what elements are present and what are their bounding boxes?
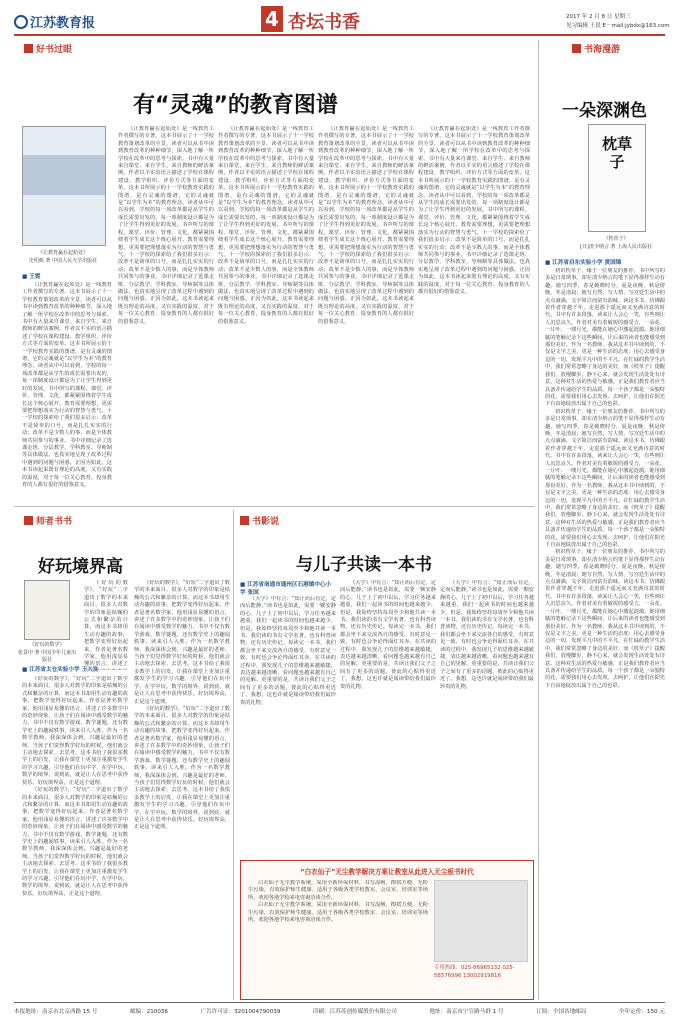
article4-headline: 与儿子共读一本书 xyxy=(296,555,432,575)
article1-col-4: 《让教育赢在起始处》是一线教育工作者撰写的专著。这本书展示了十一学校教育策划改革的全景，读者可以从书中读到教育改革的种种细节，深入地了解一所学校在改革中的思考与探索。书中有大量来自课堂、来自学生、来自教师的鲜活案例，作者以平实的语言描述了学校在课程建设、教学组织、评价方式等方面的变革。这本书所展示的十一学校教育实践的图谱，是有灵魂的图谱，它的灵魂就是“以学生为本”的教育理念。读者从中可以看到，学校的每一项改革都是从学生的成长需要出发的，每一项制度设计都是为了让学生得到更好的发展。书中所写的课程、课堂、评价、管理、文化，都紧紧围绕着学生成长这个核心展开。教育需要理想，更需要把理想落实为行动的智慧与勇气。十一学校的探索给了我们很多启示：改革不是简单的口号，而是扎扎实实的行动；改革不是少数人的事，而是全体教师共同参与的事业。书中详细记录了选课走班、分层教学、学科教室、导师制等具体做法，也真实地呈现了改革过程中遇到的问题与困惑。正因为如此，这本书读起来既有理论的高度，又有实践的温度，对于每一位关心教育、投身教育的人都有很好的借鉴意义。 xyxy=(318,126,414,325)
article2-book-cover-title: 枕草子 xyxy=(601,135,632,171)
ad-contact: 专用热线：025-86965132 025-58576996 13002919816 xyxy=(434,965,515,979)
book-icon xyxy=(24,516,33,525)
ad-title: “白衣仙子”无尘教学解决方案让教室从此进入无尘板书时代 xyxy=(300,868,474,876)
article1-author: ■ 王霓 xyxy=(22,274,41,280)
issue-date: 2017 年 2 月 8 日 星期三 xyxy=(566,14,631,20)
article4-col-1: 《大学》中有言：“知止而后有定，定而后能静。”读书也是如此，需要一颗安静的心。儿子上了初中以后，学习任务越来越重，我们一起读书的时间也越来越少。但是，我始终坚持每周至少和他共读一本书。我们读的书有文学名著，也有科普读物，还有历史传记。每读完一本书，我们都会坐下来交流各自的感受，有时意见一致，有时也会争论得面红耳赤。在共读的过程中，我发现儿子的思维越来越敏捷，表达越来越清晰，看问题也越来越有自己的见解。更重要的是，共读让我们父子之间有了更多的话题，彼此的心贴得更近了。我想，这也许就是阅读带给我们最珍贵的礼物。 xyxy=(240,596,336,706)
article1-book-cover xyxy=(22,126,106,246)
book-icon xyxy=(24,44,33,53)
article1-headline: 有“灵魂”的教育图谱 xyxy=(133,93,338,118)
article1-col-3: 《让教育赢在起始处》是一线教育工作者撰写的专著。这本书展示了十一学校教育策划改革的全景，读者可以从书中读到教育改革的种种细节，深入地了解一所学校在改革中的思考与探索。书中有大量来自课堂、来自学生、来自教师的鲜活案例，作者以平实的语言描述了学校在课程建设、教学组织、评价方式等方面的变革。这本书所展示的十一学校教育实践的图谱，是有灵魂的图谱，它的灵魂就是“以学生为本”的教育理念。读者从中可以看到，学校的每一项改革都是从学生的成长需要出发的，每一项制度设计都是为了让学生得到更好的发展。书中所写的课程、课堂、评价、管理、文化，都紧紧围绕着学生成长这个核心展开。教育需要理想，更需要把理想落实为行动的智慧与勇气。十一学校的探索给了我们很多启示：改革不是简单的口号，而是扎扎实实的行动；改革不是少数人的事，而是全体教师共同参与的事业。书中详细记录了选课走班、分层教学、学科教室、导师制等具体做法，也真实地呈现了改革过程中遇到的问题与困惑。正因为如此，这本书读起来既有理论的高度，又有实践的温度，对于每一位关心教育、投身教育的人都有很好的借鉴意义。 xyxy=(218,126,314,325)
book-icon xyxy=(572,44,581,53)
article2-book-cover xyxy=(588,124,646,232)
article1-col-5: 《让教育赢在起始处》是一线教育工作者撰写的专著。这本书展示了十一学校教育策划改革的全景，读者可以从书中读到教育改革的种种细节，深入地了解一所学校在改革中的思考与探索。书中有大量来自课堂、来自学生、来自教师的鲜活案例，作者以平实的语言描述了学校在课程建设、教学组织、评价方式等方面的变革。这本书所展示的十一学校教育实践的图谱，是有灵魂的图谱，它的灵魂就是“以学生为本”的教育理念。读者从中可以看到，学校的每一项改革都是从学生的成长需要出发的，每一项制度设计都是为了让学生得到更好的发展。书中所写的课程、课堂、评价、管理、文化，都紧紧围绕着学生成长这个核心展开。教育需要理想，更需要把理想落实为行动的智慧与勇气。十一学校的探索给了我们很多启示：改革不是简单的口号，而是扎扎实实的行动；改革不是少数人的事，而是全体教师共同参与的事业。书中详细记录了选课走班、分层教学、学科教室、导师制等具体做法，也真实地呈现了改革过程中遇到的问题与困惑。正因为如此，这本书读起来既有理论的高度，又有实践的温度，对于每一位关心教育、投身教育的人都有很好的借鉴意义。 xyxy=(418,126,530,295)
footer-license: 广告许可证：3201004790039 xyxy=(200,1009,281,1015)
footer-address: 本报地址：南京市北京西路 15 号 xyxy=(14,1009,98,1015)
article3-col-3: 《好玩的数学》，“好玩”二字道出了数学的本来面目。很多人对数学的印象是枯燥的公式和繁杂的计算，而这本书却用生动有趣的故事，把数学变得好玩起来。作者是著名数学家，他用浅显易懂的语言，讲述了许多数学中的奇妙现象，让孩子们在阅读中感受数学的魅力。书中不仅有数学游戏、数学谜题，还有数学史上的趣闻轶事，读来引人入胜。作为一名数学教师，我深深体会到，兴趣是最好的老师。当孩子们觉得数学好玩的时候，他们就会主动地去探索、去思考。这本书给了我很多教学上的启发，让我在课堂上更加注重激发学生的学习兴趣，引导他们在玩中学、在学中玩。数学的境界，说到底，就是让人在思考中获得快乐。好玩境界高，正是这个道理。 《好玩的数学》，“好玩”二字道出了数学的本来面目。很多人对数学的印象是枯燥的公式和繁杂的计算，而这本书却用生动有趣的故事，把数学变得好玩起来。作者是著名数学家，他用浅显易懂的语言，讲述了许多数学中的奇妙现象，让孩子们在阅读中感受数学的魅力。书中不仅有数学游戏、数学谜题，还有数学史上的趣闻轶事，读来引人入胜。作为一名数学教师，我深深体会到，兴趣是最好的老师。当孩子们觉得数学好玩的时候，他们就会主动地去探索、去思考。这本书给了我很多教学上的启发，让我在课堂上更加注重激发学生的学习兴趣，引导他们在玩中学、在学中玩。数学的境界，说到底，就是让人在思考中获得快乐。好玩境界高，正是这个道理。 xyxy=(134,580,230,831)
section-tag-s3: 师者书书 xyxy=(24,514,72,527)
article3-col-1: 《好玩的数学》，“好玩”二字道出了数学的本来面目。很多人对数学的印象是枯燥的公式和繁杂的计算，而这本书却用生动有趣的故事，把数学变得好玩起来。作者是著名数学家，他用浅显易懂的语言，讲述了许多数学中的奇妙现象，让孩子们在阅读中感受数学的魅力。书中不仅有数学游戏、数学谜题，还有数学史上的趣闻轶事，读来引人入胜。作为一名数学教师，我深深体会到，兴趣是最好的老师。当孩子们觉得数学好玩的时候，他们就会主动地去探索、去思考。这本书给了我很多教学上的启发，让我在课堂上更加注重激发学生的学习兴趣，引导他们在玩中学、在学中玩。数学的境界，说到底，就是让人在思考中获得快乐。好玩境界高，正是这个道理。 《好玩的数学》，“好玩”二字道出了数学的本来面目。很多人对数学的印象是枯燥的公式和繁杂的计算，而这本书却用生动有趣的故事，把数学变得好玩起来。作者是著名数学家，他用浅显易懂的语言，讲述了许多数学中的奇妙现象，让孩子们在阅读中感受数学的魅力。书中不仅有数学游戏、数学谜题，还有数学史上的趣闻轶事，读来引人入胜。作为一名数学教师，我深深体会到，兴趣是最好的老师。当孩子们觉得数学好玩的时候，他们就会主动地去探索、去思考。这本书给了我很多教学上的启发，让我在课堂上更加注重激发学生的学习兴趣，引导他们在玩中学、在学中玩。数学的境界，说到底，就是让人在思考中获得快乐。好玩境界高，正是这个道理。 xyxy=(22,676,128,897)
article1-book-meta: 史绍典 著 中国人民大学出版社 xyxy=(28,258,98,264)
masthead-rule xyxy=(14,34,665,36)
section-title: 杏坛书香 xyxy=(288,12,360,33)
article1-col-1: 《让教育赢在起始处》是一线教育工作者撰写的专著。这本书展示了十一学校教育策划改革的全景，读者可以从书中读到教育改革的种种细节，深入地了解一所学校在改革中的思考与探索。书中有大量来自课堂、来自学生、来自教师的鲜活案例，作者以平实的语言描述了学校在课程建设、教学组织、评价方式等方面的变革。这本书所展示的十一学校教育实践的图谱，是有灵魂的图谱，它的灵魂就是“以学生为本”的教育理念。读者从中可以看到，学校的每一项改革都是从学生的成长需要出发的，每一项制度设计都是为了让学生得到更好的发展。书中所写的课程、课堂、评价、管理、文化，都紧紧围绕着学生成长这个核心展开。教育需要理想，更需要把理想落实为行动的智慧与勇气。十一学校的探索给了我们很多启示：改革不是简单的口号，而是扎扎实实的行动；改革不是少数人的事，而是全体教师共同参与的事业。书中详细记录了选课走班、分层教学、学科教室、导师制等具体做法，也真实地呈现了改革过程中遇到的问题与困惑。正因为如此，这本书读起来既有理论的高度，又有实践的温度，对于每一位关心教育、投身教育的人都有很好的借鉴意义。 xyxy=(22,282,112,488)
section-tag-s1: 好书过眼 xyxy=(24,42,72,55)
footer-price: 全年定价：150 元 xyxy=(618,1009,665,1015)
footer xyxy=(14,1007,665,1015)
section-tag-s2: 书海漫游 xyxy=(572,42,620,55)
ad-body: 白衣仙子无尘教学系统，采用全新环保材料，书写流畅，擦拭方便，无粉尘污染，有效保护师生健康。适用于各级各类学校教室、会议室、培训室等场所。欢迎各地学校来电咨询洽谈合作。 白衣仙子无尘教学系统，采用全新环保材料，书写流畅，擦拭方便，无粉尘污染，有效保护师生健康。适用于各级各类学校教室、会议室、培训室等场所。欢迎各地学校来电咨询洽谈合作。 xyxy=(248,880,428,924)
article1-book-caption: 《让教育赢在起始处》 xyxy=(37,250,88,256)
page-number-badge: 4 xyxy=(261,6,283,32)
divider-h1 xyxy=(14,506,534,507)
section-tag-s4: 书影说 xyxy=(240,514,279,527)
book-icon xyxy=(240,516,249,525)
article3-book-caption: 《好玩的数学》 xyxy=(29,642,65,648)
article3-book-meta: 张景中 著 中国少年儿童出版社 xyxy=(17,650,77,663)
footer-printer-address: 地址：南京市宁宣路马群 1 号 xyxy=(429,1009,504,1015)
article2-author: ■ 江苏省启东实验小学 黄国锦 xyxy=(545,260,622,266)
article2-col-1: 初识枕草子，缘于一位朋友的推荐。书中所写的多是日常琐事，却在清少纳言的笔下显得那样生动有趣。她写四季，春是破晓时分，夏是夜晚，秋是傍晚，冬是清晨；她写自然，写人情，写宫廷生活中的点点滴滴，文字简洁而富有韵味。读这本书，仿佛跟着作者穿越千年，走进那个遥远而又充满诗意的时代。书中有许多段落，读来让人会心一笑，有些则让人沉思良久。作者对美有着敏锐的感受力，一朵花、一片叶、一缕月光，都能在她心中激起涟漪。她用细腻的笔触记录下这些瞬间，让后来的读者也能感受到那份美好。作为一名教师，我从这本书中读到的，不仅是文字之美，更是一种生活的态度：用心去感受身边的一切，发现平凡中的不平凡。在忙碌的教学生活中，我们常常忽略了身边的美好，而《枕草子》提醒我们，放慢脚步，静下心来，就会发现生活处处有诗意。这种对生活的热爱与敏感，正是我们教育者应当具备并传递给学生的品质。每一个孩子都是一朵独特的花，需要我们用心去发现、去呵护，让他们在阳光下自由地绽放出属于自己的色彩。 初识枕草子，缘于一位朋友的推荐。书中所写的多是日常琐事，却在清少纳言的笔下显得那样生动有趣。她写四季，春是破晓时分，夏是夜晚，秋是傍晚，冬是清晨；她写自然，写人情，写宫廷生活中的点点滴滴，文字简洁而富有韵味。读这本书，仿佛跟着作者穿越千年，走进那个遥远而又充满诗意的时代。书中有许多段落，读来让人会心一笑，有些则让人沉思良久。作者对美有着敏锐的感受力，一朵花、一片叶、一缕月光，都能在她心中激起涟漪。她用细腻的笔触记录下这些瞬间，让后来的读者也能感受到那份美好。作为一名教师，我从这本书中读到的，不仅是文字之美，更是一种生活的态度：用心去感受身边的一切，发现平凡中的不平凡。在忙碌的教学生活中，我们常常忽略了身边的美好，而《枕草子》提醒我们，放慢脚步，静下心来，就会发现生活处处有诗意。这种对生活的热爱与敏感，正是我们教育者应当具备并传递给学生的品质。每一个孩子都是一朵独特的花，需要我们用心去发现、去呵护，让他们在阳光下自由地绽放出属于自己的色彩。 初识枕草子，缘于一位朋友的推荐。书中所写的多是日常琐事，却在清少纳言的笔下显得那样生动有趣。她写四季，春是破晓时分，夏是夜晚，秋是傍晚，冬是清晨；她写自然，写人情，写宫廷生活中的点点滴滴，文字简洁而富有韵味。读这本书，仿佛跟着作者穿越千年，走进那个遥远而又充满诗意的时代。书中有许多段落，读来让人会心一笑，有些则让人沉思良久。作者对美有着敏锐的感受力，一朵花、一片叶、一缕月光，都能在她心中激起涟漪。她用细腻的笔触记录下这些瞬间，让后来的读者也能感受到那份美好。作为一名教师，我从这本书中读到的，不仅是文字之美，更是一种生活的态度：用心去感受身边的一切，发现平凡中的不平凡。在忙碌的教学生活中，我们常常忽略了身边的美好，而《枕草子》提醒我们，放慢脚步，静下心来，就会发现生活处处有诗意。这种对生活的热爱与敏感，正是我们教育者应当具备并传递给学生的品质。每一个孩子都是一朵独特的花，需要我们用心去发现、去呵护，让他们在阳光下自由地绽放出属于自己的色彩。 xyxy=(545,268,665,689)
masthead-logo: 江苏教育报 xyxy=(14,12,95,31)
editor-info: 见习编辑 王晨 E－mail:jybdx@163.com xyxy=(566,23,670,29)
book-cover-band xyxy=(23,155,105,195)
article3-book-cover xyxy=(24,580,70,640)
article2-book-meta: [日]清少纳言 著 上海人民出版社 xyxy=(579,244,653,250)
article4-col-2: 《大学》中有言：“知止而后有定，定而后能静。”读书也是如此，需要一颗安静的心。儿子上了初中以后，学习任务越来越重，我们一起读书的时间也越来越少。但是，我始终坚持每周至少和他共读一本书。我们读的书有文学名著，也有科普读物，还有历史传记。每读完一本书，我们都会坐下来交流各自的感受，有时意见一致，有时也会争论得面红耳赤。在共读的过程中，我发现儿子的思维越来越敏捷，表达越来越清晰，看问题也越来越有自己的见解。更重要的是，共读让我们父子之间有了更多的话题，彼此的心贴得更近了。我想，这也许就是阅读带给我们最珍贵的礼物。 xyxy=(340,580,436,690)
article1-col-2: 《让教育赢在起始处》是一线教育工作者撰写的专著。这本书展示了十一学校教育策划改革的全景，读者可以从书中读到教育改革的种种细节，深入地了解一所学校在改革中的思考与探索。书中有大量来自课堂、来自学生、来自教师的鲜活案例，作者以平实的语言描述了学校在课程建设、教学组织、评价方式等方面的变革。这本书所展示的十一学校教育实践的图谱，是有灵魂的图谱，它的灵魂就是“以学生为本”的教育理念。读者从中可以看到，学校的每一项改革都是从学生的成长需要出发的，每一项制度设计都是为了让学生得到更好的发展。书中所写的课程、课堂、评价、管理、文化，都紧紧围绕着学生成长这个核心展开。教育需要理想，更需要把理想落实为行动的智慧与勇气。十一学校的探索给了我们很多启示：改革不是简单的口号，而是扎扎实实的行动；改革不是少数人的事，而是全体教师共同参与的事业。书中详细记录了选课走班、分层教学、学科教室、导师制等具体做法，也真实地呈现了改革过程中遇到的问题与困惑。正因为如此，这本书读起来既有理论的高度，又有实践的温度，对于每一位关心教育、投身教育的人都有很好的借鉴意义。 xyxy=(118,126,214,325)
article4-col-3: 《大学》中有言：“知止而后有定，定而后能静。”读书也是如此，需要一颗安静的心。儿子上了初中以后，学习任务越来越重，我们一起读书的时间也越来越少。但是，我始终坚持每周至少和他共读一本书。我们读的书有文学名著，也有科普读物，还有历史传记。每读完一本书，我们都会坐下来交流各自的感受，有时意见一致，有时也会争论得面红耳赤。在共读的过程中，我发现儿子的思维越来越敏捷，表达越来越清晰，看问题也越来越有自己的见解。更重要的是，共读让我们父子之间有了更多的话题，彼此的心贴得更近了。我想，这也许就是阅读带给我们最珍贵的礼物。 xyxy=(440,580,534,690)
logo-icon xyxy=(14,15,28,29)
divider-v2 xyxy=(233,510,234,1000)
footer-rule xyxy=(14,1002,665,1003)
article3-headline: 好玩境界高 xyxy=(38,557,123,577)
article3-col-2: 《好玩的数学》，“好玩”二字道出了数学的本来面目。很多人对数学的印象是枯燥的公式和繁杂的计算，而这本书却用生动有趣的故事，把数学变得好玩起来。作者是著名数学家，他用浅显易懂的语言，讲述了 xyxy=(84,580,128,668)
article3-author: ■ 江苏省太仓实验小学 王大发 xyxy=(22,667,99,673)
article4-author: ■ 江苏省南通市通州区石港镇中心小学 张国 xyxy=(240,582,332,596)
ad-image xyxy=(434,880,528,962)
article2-headline: 一朵深渊色 xyxy=(562,101,647,121)
footer-zip: 邮编：210036 xyxy=(129,1009,169,1015)
article2-book-caption: 《枕草子》 xyxy=(603,236,629,242)
footer-printer: 印刷：江苏苏创传媒股份有限公司 xyxy=(312,1009,397,1015)
footer-subscription: 订阅：全国各地邮局 xyxy=(536,1009,587,1015)
divider-v1 xyxy=(538,40,539,1000)
